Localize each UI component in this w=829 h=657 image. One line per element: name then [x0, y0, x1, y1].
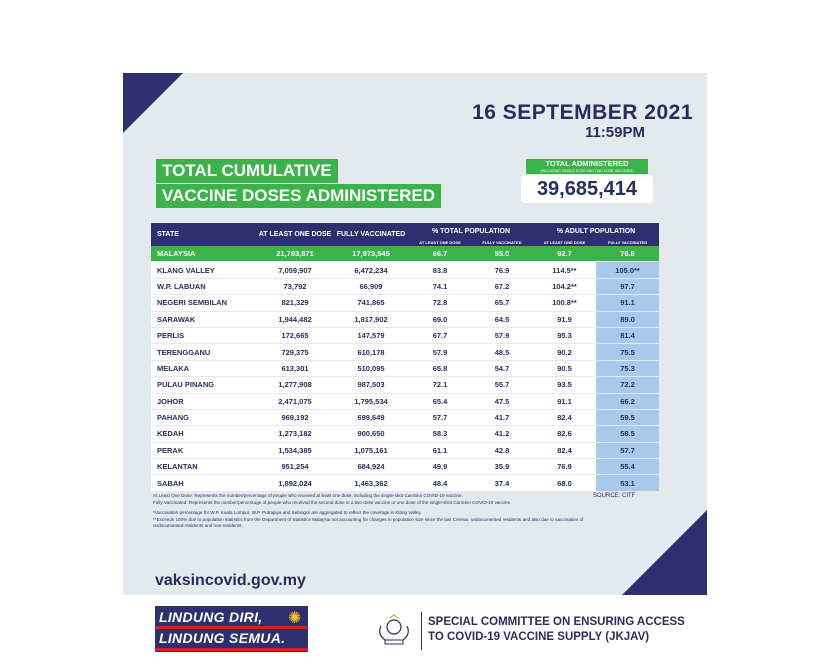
cell-state: NEGERI SEMBILAN: [151, 295, 257, 311]
table-row: [151, 409, 659, 425]
cell-pct-adult-fully: 105.0**: [596, 262, 659, 278]
divider-line: [421, 612, 422, 650]
cell-fully-vaccinated: 6,472,234: [333, 262, 409, 278]
total-administered-label: [526, 159, 648, 174]
cell-pct-total-at-least: 66.7: [409, 246, 471, 262]
committee-line-2: TO COVID-19 VACCINE SUPPLY (JKJAV): [428, 631, 650, 643]
cell-state: SABAH: [151, 475, 257, 491]
cell-pct-total-fully: 42.8: [471, 442, 533, 458]
cell-pct-adult-fully: 75.5: [596, 344, 659, 360]
cell-pct-adult-fully: 75.3: [596, 360, 659, 376]
cell-pct-total-fully: 35.9: [471, 459, 533, 475]
logo-red-bar: [155, 626, 308, 629]
cell-pct-total-at-least: 57.9: [409, 344, 471, 360]
cell-state: PERAK: [151, 442, 257, 458]
cell-at-least-one-dose: 172,665: [257, 327, 333, 343]
subheader-adult-fully: FULLY VACCINATED: [596, 239, 659, 246]
cell-pct-total-fully: 67.2: [471, 278, 533, 294]
corner-triangle-bottom-right: [622, 510, 707, 595]
table-row-malaysia: [151, 246, 659, 262]
table-row: [151, 295, 659, 311]
cell-at-least-one-dose: 969,192: [257, 409, 333, 425]
cell-pct-adult-at-least: 95.3: [533, 327, 596, 343]
cell-pct-total-at-least: 67.7: [409, 327, 471, 343]
cell-pct-adult-at-least: 104.2**: [533, 278, 596, 294]
vaccination-table: [151, 223, 659, 492]
table-row: [151, 360, 659, 376]
table-row: [151, 442, 659, 458]
total-administered-value: 39,685,414: [521, 175, 653, 203]
cell-pct-adult-at-least: 114.5**: [533, 262, 596, 278]
cell-pct-adult-at-least: 93.5: [533, 377, 596, 393]
table-row: [151, 459, 659, 475]
cell-pct-total-fully: 64.5: [471, 311, 533, 327]
cell-pct-adult-fully: 57.7: [596, 442, 659, 458]
cell-pct-adult-at-least: 82.4: [533, 442, 596, 458]
cell-state: KELANTAN: [151, 459, 257, 475]
cell-at-least-one-dose: 821,329: [257, 295, 333, 311]
note-at-least-one-dose: At Least One Dose: Represents the number/percentage of people who received at least one dose, including the single-shot CanSino COVID-19 vaccine.: [153, 493, 463, 498]
lindung-diri-logo: [155, 606, 308, 652]
subheader-total-fully: FULLY VACCINATED: [471, 239, 533, 246]
cell-pct-adult-at-least: 68.0: [533, 475, 596, 491]
cell-pct-total-fully: 54.7: [471, 360, 533, 376]
cell-fully-vaccinated: 987,503: [333, 377, 409, 393]
note-klang-valley: *Vaccination percentage for W.P. Kuala Lumpur, W.P. Putrajaya and Selangor are aggregated to reflect the coverage in Klang Valley.: [153, 510, 422, 515]
cell-state: PULAU PINANG: [151, 377, 257, 393]
cell-pct-total-at-least: 65.8: [409, 360, 471, 376]
cell-at-least-one-dose: 1,944,482: [257, 311, 333, 327]
heading-line-2: VACCINE DOSES ADMINISTERED: [156, 184, 441, 208]
cell-pct-total-fully: 55.7: [471, 377, 533, 393]
cell-pct-total-at-least: 74.1: [409, 278, 471, 294]
cell-pct-total-fully: 41.7: [471, 409, 533, 425]
committee-name: [428, 615, 685, 645]
cell-at-least-one-dose: 1,534,385: [257, 442, 333, 458]
cell-fully-vaccinated: 610,178: [333, 344, 409, 360]
committee-line-1: SPECIAL COMMITTEE ON ENSURING ACCESS: [428, 616, 685, 628]
cell-pct-total-fully: 76.9: [471, 262, 533, 278]
cell-pct-adult-fully: 97.7: [596, 278, 659, 294]
cell-pct-total-at-least: 65.4: [409, 393, 471, 409]
cell-pct-total-at-least: 72.1: [409, 377, 471, 393]
cell-pct-total-fully: 55.0: [471, 246, 533, 262]
cell-pct-total-at-least: 72.8: [409, 295, 471, 311]
cell-pct-adult-fully: 91.1: [596, 295, 659, 311]
sun-icon: ✺: [288, 610, 302, 627]
website-link[interactable]: vaksincovid.gov.my: [155, 572, 306, 589]
cell-pct-total-at-least: 83.8: [409, 262, 471, 278]
table-row: [151, 311, 659, 327]
cell-fully-vaccinated: 684,924: [333, 459, 409, 475]
cell-at-least-one-dose: 951,254: [257, 459, 333, 475]
cell-pct-adult-at-least: 90.5: [533, 360, 596, 376]
cell-fully-vaccinated: 1,795,534: [333, 393, 409, 409]
cell-state: PERLIS: [151, 327, 257, 343]
cell-at-least-one-dose: 613,301: [257, 360, 333, 376]
cell-pct-adult-fully: 81.4: [596, 327, 659, 343]
cell-pct-total-at-least: 58.3: [409, 426, 471, 442]
subheader-adult-at-least: AT LEAST ONE DOSE: [533, 239, 596, 246]
note-fully-vaccinated: Fully Vaccinated: Represents the number/percentage of people who received the second dose in a two-dose vaccine or one dose of the single-shot CanSino COVID-19 vaccine.: [153, 500, 512, 505]
cell-at-least-one-dose: 73,792: [257, 278, 333, 294]
cell-state: KLANG VALLEY: [151, 262, 257, 278]
cell-fully-vaccinated: 1,075,161: [333, 442, 409, 458]
heading-line-1: TOTAL CUMULATIVE: [156, 159, 338, 183]
cell-pct-total-fully: 37.4: [471, 475, 533, 491]
cell-pct-adult-fully: 66.2: [596, 393, 659, 409]
table-row: [151, 327, 659, 343]
cell-at-least-one-dose: 1,277,908: [257, 377, 333, 393]
cell-pct-total-at-least: 57.7: [409, 409, 471, 425]
cell-fully-vaccinated: 699,649: [333, 409, 409, 425]
cell-state: PAHANG: [151, 409, 257, 425]
cell-pct-total-fully: 48.5: [471, 344, 533, 360]
cell-pct-total-at-least: 48.4: [409, 475, 471, 491]
cell-fully-vaccinated: 66,909: [333, 278, 409, 294]
header-fully-vaccinated: FULLY VACCINATED: [333, 223, 409, 246]
cell-fully-vaccinated: 17,973,545: [333, 246, 409, 262]
table-row: [151, 377, 659, 393]
cell-fully-vaccinated: 147,579: [333, 327, 409, 343]
cell-fully-vaccinated: 741,865: [333, 295, 409, 311]
table-row: [151, 426, 659, 442]
cell-pct-adult-at-least: 92.7: [533, 246, 596, 262]
cell-pct-total-at-least: 49.9: [409, 459, 471, 475]
cell-pct-total-at-least: 61.1: [409, 442, 471, 458]
cell-at-least-one-dose: 729,375: [257, 344, 333, 360]
cell-pct-adult-fully: 53.1: [596, 475, 659, 491]
cell-pct-adult-fully: 55.4: [596, 459, 659, 475]
cell-fully-vaccinated: 510,095: [333, 360, 409, 376]
header-pct-total-population: % TOTAL POPULATION: [409, 223, 533, 239]
cell-at-least-one-dose: 1,892,024: [257, 475, 333, 491]
report-date: 16 SEPTEMBER 2021: [472, 101, 693, 124]
cell-state: MELAKA: [151, 360, 257, 376]
cell-pct-adult-at-least: 90.2: [533, 344, 596, 360]
cell-pct-adult-at-least: 91.9: [533, 311, 596, 327]
cell-state: JOHOR: [151, 393, 257, 409]
table-row: [151, 344, 659, 360]
header-at-least-one-dose: AT LEAST ONE DOSE: [257, 223, 333, 246]
table-row: [151, 393, 659, 409]
cell-fully-vaccinated: 1,463,362: [333, 475, 409, 491]
infographic-card: [123, 73, 707, 595]
logo-red-bar-bottom: [155, 648, 308, 651]
total-sublabel-text: (INCLUDING SINGLE DOSE AND TWO DOSE VACCINES): [540, 169, 634, 173]
cell-pct-adult-fully: 72.2: [596, 377, 659, 393]
cell-pct-total-fully: 47.5: [471, 393, 533, 409]
total-label-text: TOTAL ADMINISTERED: [545, 159, 629, 168]
cell-pct-adult-at-least: 82.4: [533, 409, 596, 425]
cell-at-least-one-dose: 21,783,871: [257, 246, 333, 262]
cell-at-least-one-dose: 2,471,075: [257, 393, 333, 409]
cell-at-least-one-dose: 7,059,907: [257, 262, 333, 278]
cell-pct-total-fully: 57.9: [471, 327, 533, 343]
note-exceeds-100: **Exceeds 100% due to population statistics from the Department of Statistics Malaysia not accounting for changes in population size since the last Census, undocumented residents and also due to vaccination of undocumented residents and non-residents.: [153, 517, 584, 528]
cell-state: TERENGGANU: [151, 344, 257, 360]
subheader-total-at-least: AT LEAST ONE DOSE: [409, 239, 471, 246]
cell-pct-total-fully: 65.7: [471, 295, 533, 311]
source-label: SOURCE: CITF: [593, 493, 636, 499]
cell-pct-adult-at-least: 91.1: [533, 393, 596, 409]
table-body: [151, 246, 659, 491]
cell-state: W.P. LABUAN: [151, 278, 257, 294]
cell-pct-adult-fully: 59.5: [596, 409, 659, 425]
cell-fully-vaccinated: 1,817,902: [333, 311, 409, 327]
header-state: STATE: [151, 223, 257, 246]
cell-state: KEDAH: [151, 426, 257, 442]
footnotes: [153, 493, 603, 530]
cell-pct-adult-at-least: 76.9: [533, 459, 596, 475]
cell-pct-adult-fully: 76.8: [596, 246, 659, 262]
table-row: [151, 278, 659, 294]
header-pct-adult-population: % ADULT POPULATION: [533, 223, 659, 239]
cell-pct-adult-fully: 58.5: [596, 426, 659, 442]
corner-triangle-top-left: [123, 73, 183, 133]
cell-pct-adult-at-least: 82.6: [533, 426, 596, 442]
table-row: [151, 262, 659, 278]
cell-state: MALAYSIA: [151, 246, 257, 262]
table-row: [151, 475, 659, 491]
coat-of-arms-icon: [373, 614, 415, 648]
cell-state: SARAWAK: [151, 311, 257, 327]
cell-at-least-one-dose: 1,273,182: [257, 426, 333, 442]
cell-pct-total-at-least: 69.0: [409, 311, 471, 327]
cell-fully-vaccinated: 900,650: [333, 426, 409, 442]
report-time: 11:59PM: [584, 124, 645, 141]
logo-line-2: LINDUNG SEMUA.: [159, 630, 286, 646]
logo-line-1: LINDUNG DIRI,: [159, 609, 263, 625]
cell-pct-total-fully: 41.2: [471, 426, 533, 442]
cell-pct-adult-fully: 89.0: [596, 311, 659, 327]
cell-pct-adult-at-least: 100.8**: [533, 295, 596, 311]
